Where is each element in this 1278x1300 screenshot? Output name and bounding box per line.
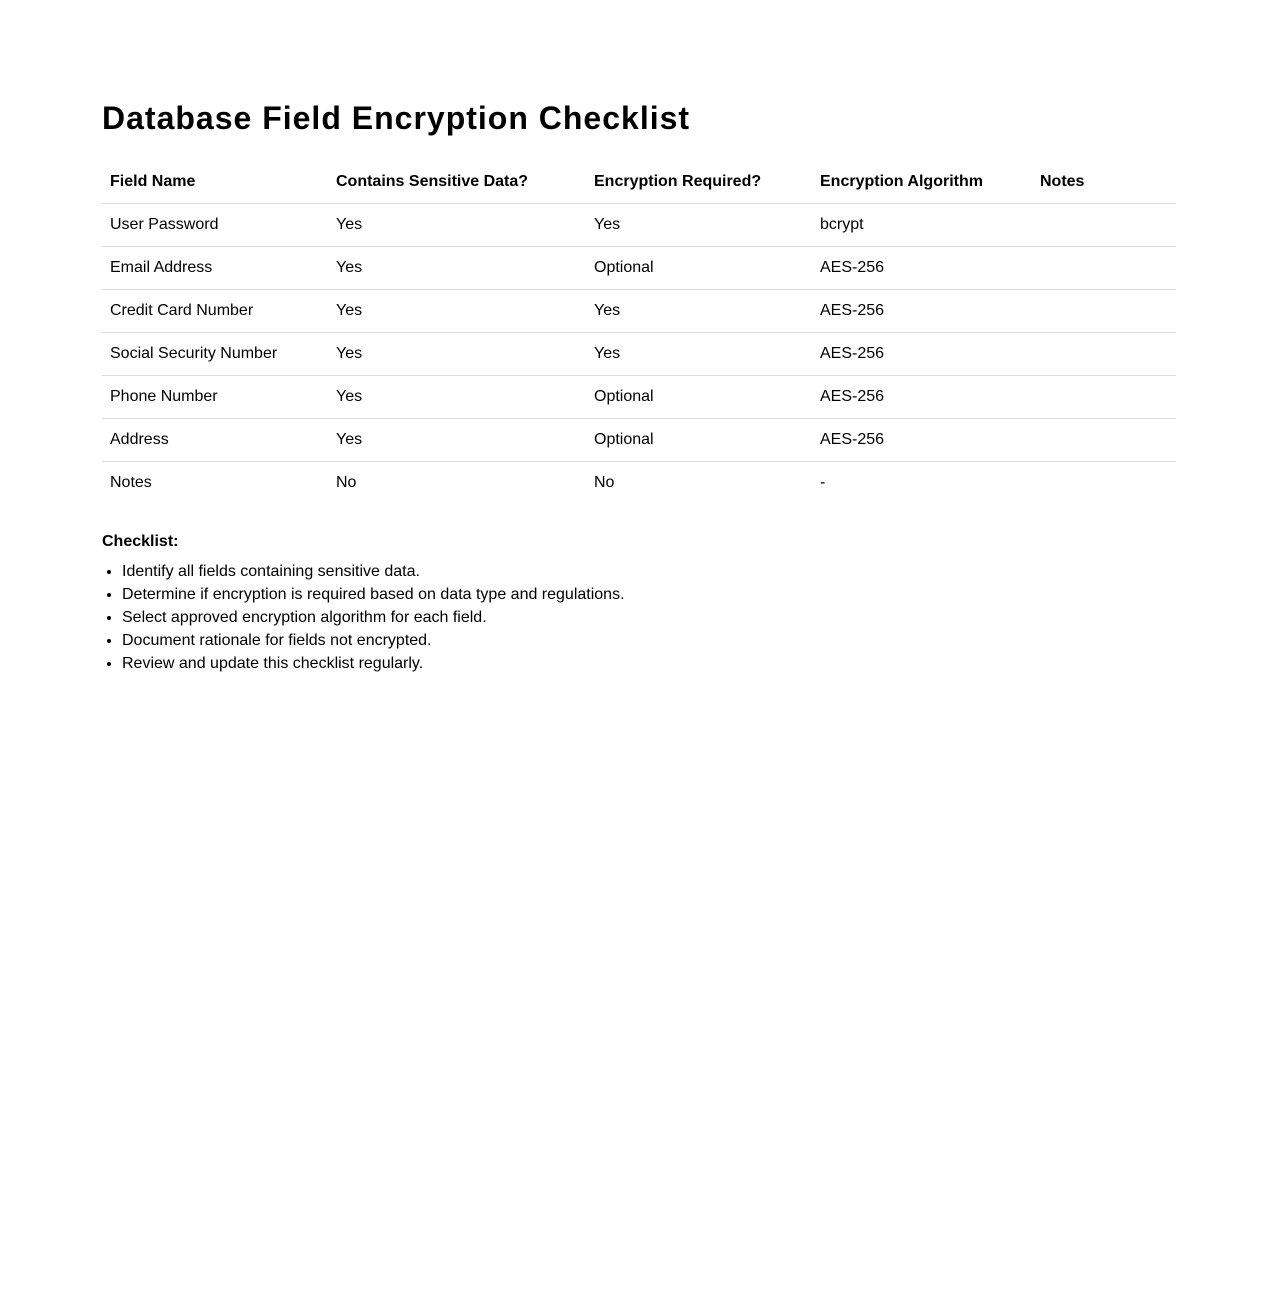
cell-sensitive-data: No: [336, 474, 357, 491]
cell-field-name: Phone Number: [102, 376, 328, 419]
checklist-heading: Checklist:: [102, 533, 179, 550]
cell-field-name: Credit Card Number: [102, 290, 328, 333]
checklist-item: • Review and update this checklist regularly.: [122, 652, 1176, 675]
cell-encryption-required: Optional: [586, 376, 812, 419]
header-notes: Notes: [1032, 161, 1176, 204]
cell-encryption-algorithm: AES-256: [812, 290, 1032, 333]
cell-field-name: Social Security Number: [102, 333, 328, 376]
encryption-table: [102, 161, 1176, 504]
cell-encryption-required: No: [594, 474, 615, 491]
cell-encryption-algorithm: AES-256: [812, 376, 1032, 419]
cell-encryption-required: Yes: [586, 204, 812, 247]
header-encryption-required: Encryption Required?: [586, 161, 812, 204]
checklist: [102, 560, 1176, 675]
cell-notes: [1032, 376, 1176, 419]
cell-encryption-required: Yes: [586, 333, 812, 376]
cell-notes: [1032, 247, 1176, 290]
checklist-item: • Select approved encryption algorithm for each field.: [122, 606, 1176, 629]
cell-sensitive-data: Yes: [328, 333, 586, 376]
cell-field-name: Email Address: [102, 247, 328, 290]
cell-encryption-algorithm: AES-256: [812, 419, 1032, 462]
cell-sensitive-data: Yes: [328, 376, 586, 419]
table-row: [102, 333, 1176, 376]
checklist-item: • Document rationale for fields not encrypted.: [122, 629, 1176, 652]
header-sensitive-data: Contains Sensitive Data?: [328, 161, 586, 204]
cell-encryption-required: Yes: [586, 290, 812, 333]
header-encryption-algorithm: Encryption Algorithm: [812, 161, 1032, 204]
cell-notes: [1032, 333, 1176, 376]
cell-sensitive-data: Yes: [328, 419, 586, 462]
table-row: [102, 419, 1176, 462]
page-title: Database Field Encryption Checklist: [102, 100, 691, 136]
cell-encryption-algorithm: AES-256: [812, 333, 1032, 376]
checklist-item: • Identify all fields containing sensitive data.: [122, 560, 1176, 583]
table-row: [102, 290, 1176, 333]
cell-notes: [1032, 419, 1176, 462]
cell-encryption-algorithm: -: [820, 474, 826, 491]
cell-encryption-algorithm: AES-256: [812, 247, 1032, 290]
cell-field-name: Notes: [110, 474, 152, 491]
cell-field-name: Address: [102, 419, 328, 462]
table-row: [102, 204, 1176, 247]
cell-encryption-required: Optional: [586, 419, 812, 462]
cell-sensitive-data: Yes: [328, 290, 586, 333]
cell-notes: [1032, 290, 1176, 333]
cell-notes: [1032, 204, 1176, 247]
document-content: [102, 96, 1176, 675]
checklist-item: • Determine if encryption is required based on data type and regulations.: [122, 583, 1176, 606]
table-row: [102, 462, 1176, 505]
table-row: [102, 376, 1176, 419]
cell-encryption-algorithm: bcrypt: [812, 204, 1032, 247]
cell-encryption-required: Optional: [586, 247, 812, 290]
table-row: [102, 247, 1176, 290]
header-field-name: Field Name: [102, 161, 328, 204]
cell-notes: [1032, 462, 1176, 505]
table-header-row: [102, 161, 1176, 204]
cell-field-name: User Password: [102, 204, 328, 247]
cell-sensitive-data: Yes: [328, 204, 586, 247]
cell-sensitive-data: Yes: [328, 247, 586, 290]
